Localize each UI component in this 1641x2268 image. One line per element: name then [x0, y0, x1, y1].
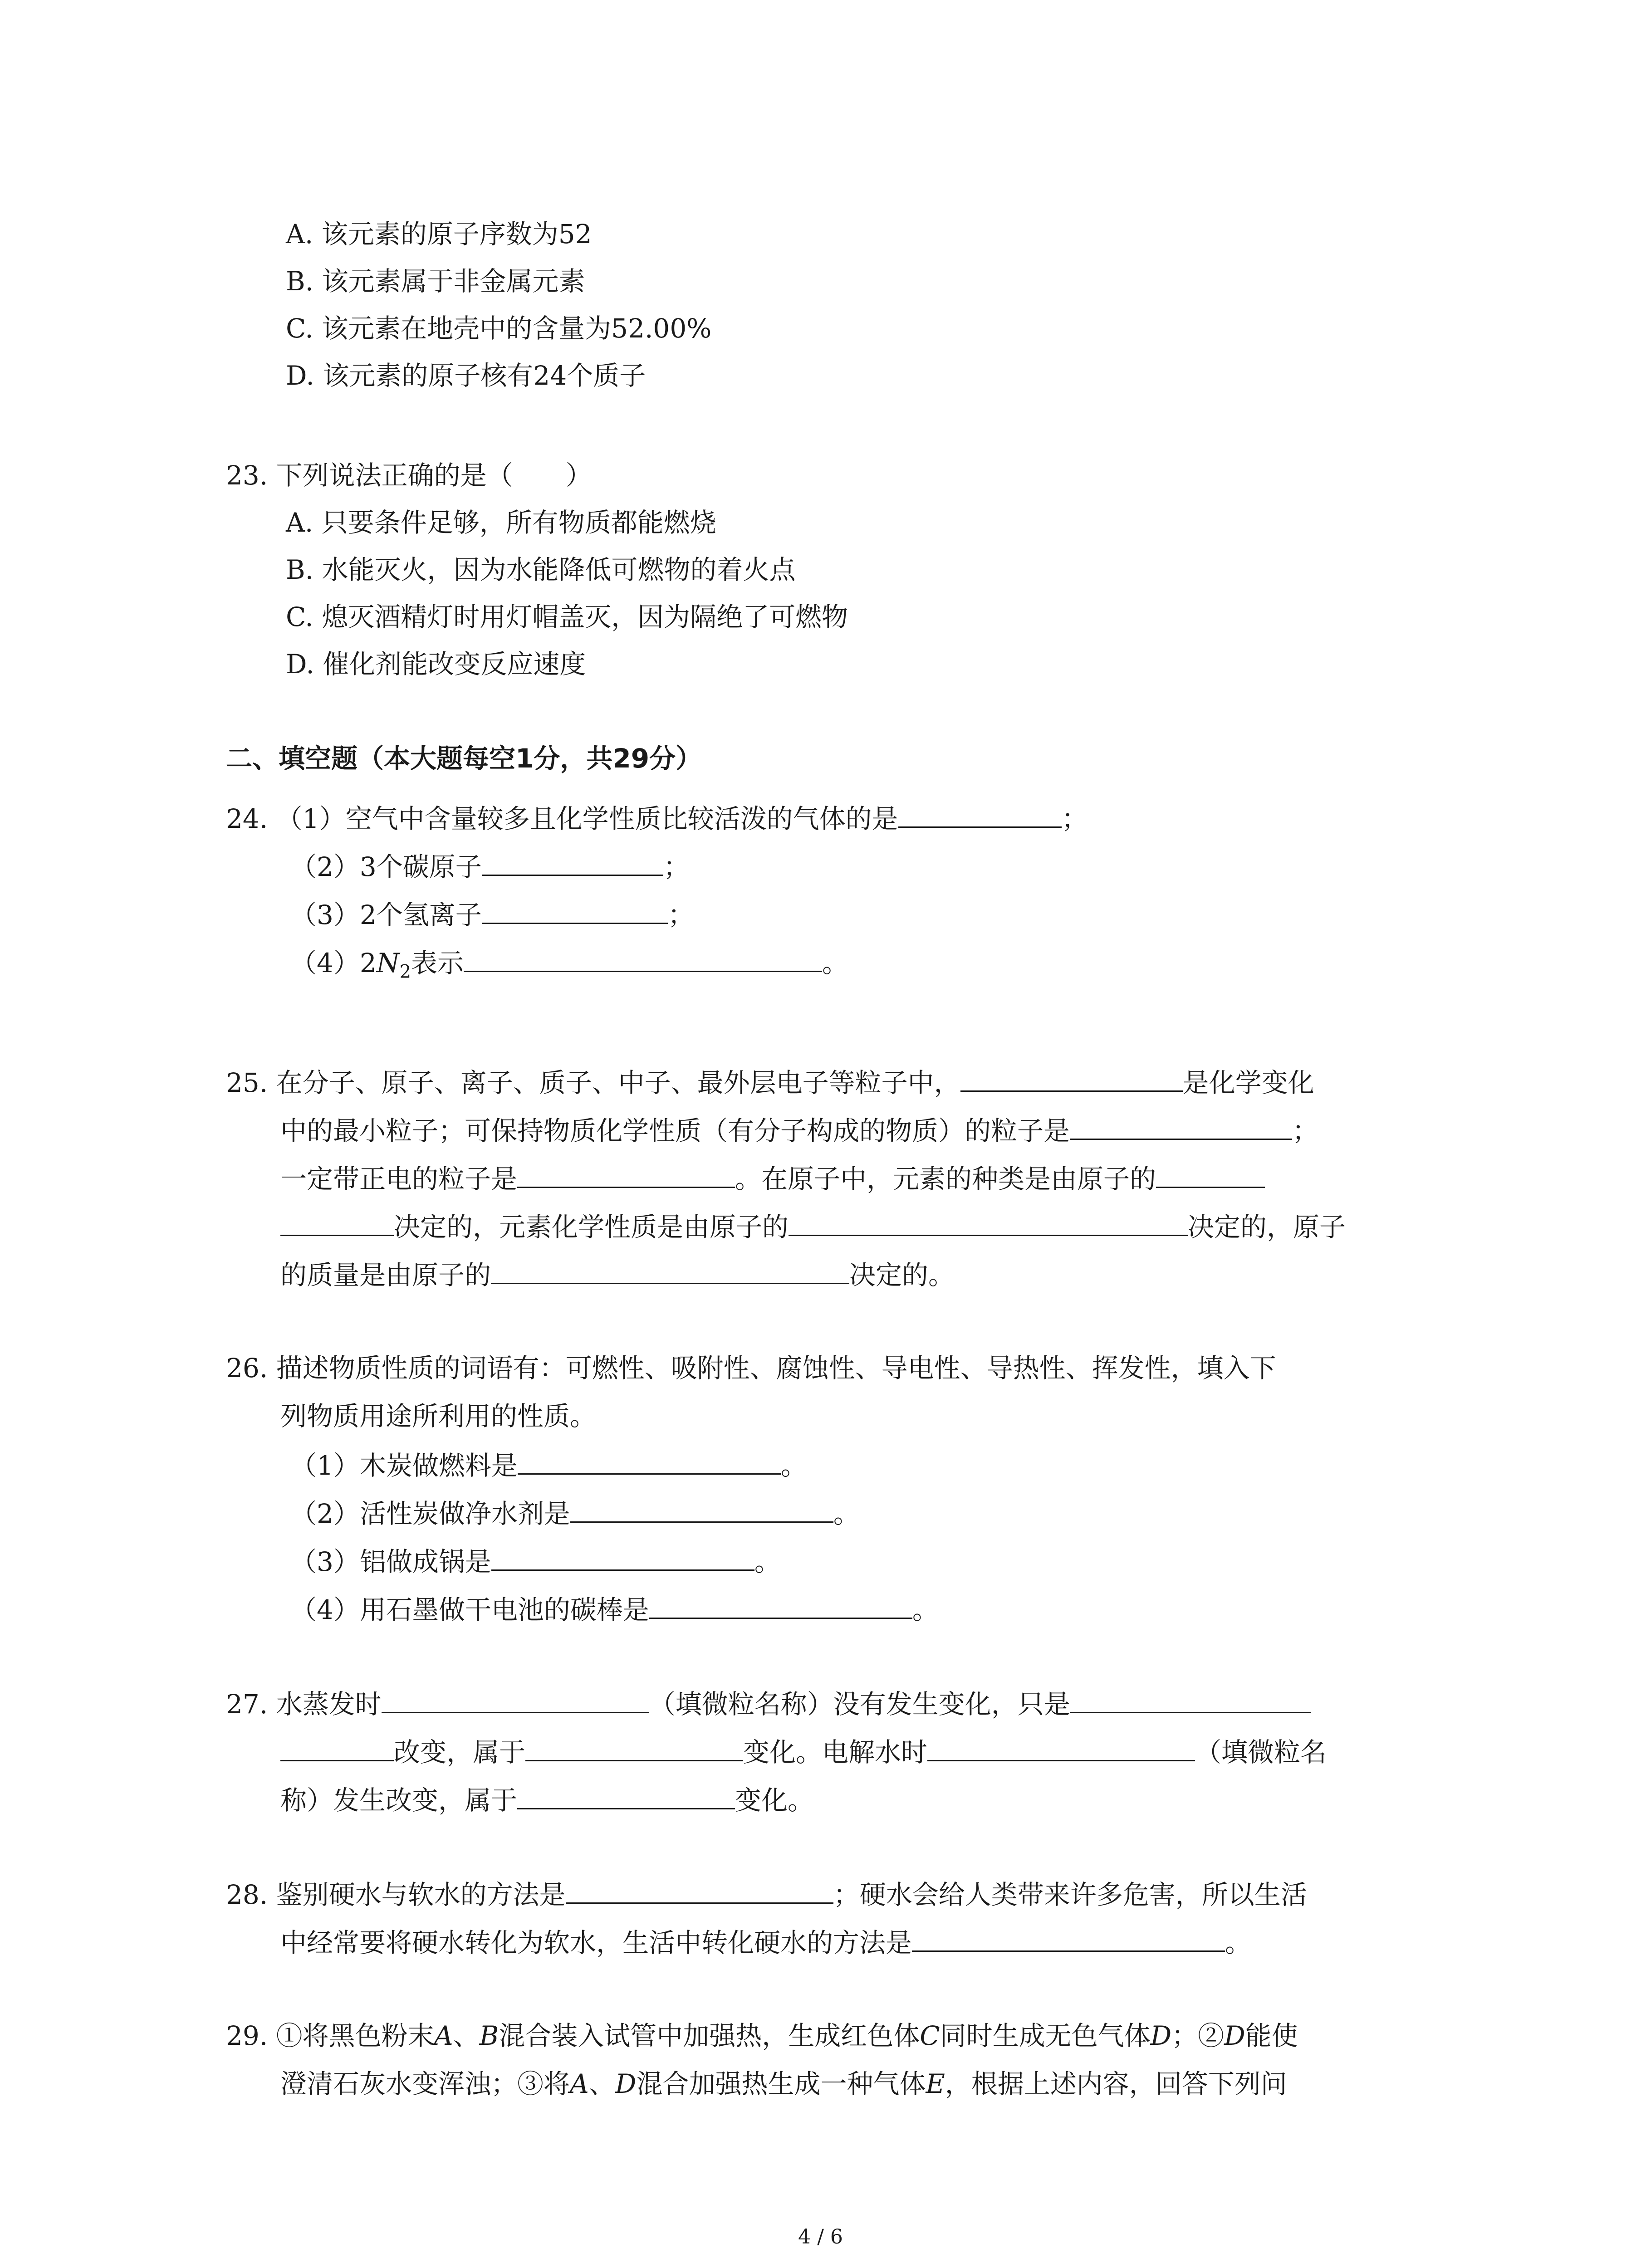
q29-text-2: 澄清石灰水变浑浊；③将 [280, 2068, 570, 2099]
answer-blank[interactable] [464, 945, 822, 972]
q27-line-2 [280, 1735, 1327, 1769]
var-e: E [926, 2068, 945, 2099]
var-c: C [920, 2020, 940, 2051]
q25-text-1b: 是化学变化 [1182, 1067, 1314, 1098]
q28-text-1b: ；硬水会给人类带来许多危害，所以生活 [833, 1879, 1307, 1910]
answer-blank[interactable] [491, 1544, 754, 1571]
page-number: 4 / 6 [798, 2225, 843, 2248]
q29-text-1c: 同时生成无色气体 [940, 2020, 1151, 2051]
q25-text-5b: 决定的。 [849, 1260, 955, 1290]
answer-blank[interactable] [649, 1592, 912, 1619]
q24-end-2: ； [663, 851, 690, 882]
q29-text-1b: 混合装入试管中加强热，生成红色体 [499, 2020, 920, 2051]
q26-item-4 [290, 1592, 939, 1626]
q26-text-2: （2）活性炭做净水剂是 [290, 1498, 570, 1529]
q26-text-1: （1）木炭做燃料是 [290, 1450, 518, 1481]
q28-text-2: 中经常要将硬水转化为软水，生活中转化硬水的方法是 [280, 1927, 912, 1958]
q24-line-3 [290, 897, 694, 931]
q24-text-4b: 表示 [411, 948, 464, 978]
q25-text-2: 中的最小粒子；可保持物质化学性质（有分子构成的物质）的粒子是 [280, 1115, 1070, 1146]
answer-blank[interactable] [517, 1161, 735, 1188]
q23-option-b: B. 水能灭火，因为水能降低可燃物的着火点 [286, 554, 796, 585]
answer-blank[interactable] [525, 1735, 743, 1761]
q22-option-d: D. 该元素的原子核有24个质子 [286, 360, 646, 391]
q25-line-4 [280, 1209, 1346, 1243]
q25-text-4: 决定的，元素化学性质是由原子的 [394, 1212, 789, 1242]
q25-text-5: 的质量是由原子的 [280, 1260, 491, 1290]
q27-text-3: 称）发生改变，属于 [280, 1785, 518, 1816]
q27-line-3 [280, 1783, 814, 1817]
q25-text-3: 一定带正电的粒子是 [280, 1163, 518, 1194]
q26-item-3 [290, 1544, 781, 1578]
q25-text-3b: 。在原子中，元素的种类是由原子的 [735, 1163, 1156, 1194]
answer-blank[interactable] [482, 849, 663, 876]
q25-line-3 [280, 1161, 1265, 1195]
answer-blank[interactable] [789, 1209, 1188, 1236]
answer-blank[interactable] [280, 1209, 394, 1236]
answer-blank[interactable] [382, 1686, 649, 1713]
q24-line-1 [226, 801, 1088, 835]
q26-end-4: 。 [912, 1594, 939, 1625]
q24-end-4: 。 [822, 948, 849, 978]
q26-end-1: 。 [780, 1450, 807, 1481]
q29-text-1d: ；② [1171, 2020, 1225, 2051]
var-a: A [434, 2020, 453, 2051]
q24-end-1: ； [1061, 803, 1088, 834]
answer-blank[interactable] [912, 1925, 1225, 1952]
q29-text-1e: 能使 [1245, 2020, 1298, 2051]
answer-blank[interactable] [1070, 1113, 1292, 1140]
q27-text-2c: （填微粒名 [1195, 1737, 1327, 1768]
q24-text-3: （3）2个氢离子 [290, 899, 482, 930]
q22-option-a: A. 该元素的原子序数为52 [286, 219, 592, 249]
q26-text-3: （3）铝做成锅是 [290, 1546, 491, 1577]
q27-text-2b: 变化。电解水时 [743, 1737, 928, 1768]
q29-line-1 [226, 2019, 1298, 2052]
q27-text-3b: 变化。 [735, 1785, 814, 1816]
var-d: D [1150, 2020, 1172, 2051]
q22-option-b: B. 该元素属于非金属元素 [286, 266, 585, 297]
q29-text-2c: ，根据上述内容，回答下列问 [945, 2068, 1287, 2099]
var-d-2: D [1224, 2020, 1245, 2051]
q24-text-4: （4）2 [290, 948, 377, 978]
q26-text-4: （4）用石墨做干电池的碳棒是 [290, 1594, 649, 1625]
q26-line-1: 26. 描述物质性质的词语有：可燃性、吸附性、腐蚀性、导电性、导热性、挥发性，填入下 [226, 1353, 1276, 1383]
answer-blank[interactable] [517, 1783, 735, 1809]
q24-line-2 [290, 849, 690, 883]
formula-subscript: 2 [399, 961, 411, 982]
q26-item-2 [290, 1496, 860, 1530]
answer-blank[interactable] [518, 1448, 781, 1475]
var-b: B [479, 2020, 499, 2051]
answer-blank[interactable] [566, 1877, 833, 1904]
answer-blank[interactable] [1156, 1161, 1265, 1188]
q28-end-2: 。 [1225, 1927, 1252, 1958]
var-a-2: A [570, 2068, 589, 2099]
q28-line-1 [226, 1877, 1307, 1911]
q23-stem: 23. 下列说法正确的是（ ） [226, 460, 592, 491]
q29-line-2 [280, 2068, 1287, 2100]
q29-sep-2: 、 [588, 2068, 615, 2099]
q26-item-1 [290, 1448, 807, 1482]
q25-text-1: 25. 在分子、原子、离子、质子、中子、最外层电子等粒子中， [226, 1067, 960, 1098]
q25-text-4b: 决定的，原子 [1188, 1212, 1346, 1242]
q22-option-c: C. 该元素在地壳中的含量为52.00% [286, 313, 712, 344]
q27-text-2: 改变，属于 [394, 1737, 526, 1768]
q28-line-2 [280, 1925, 1251, 1959]
answer-blank[interactable] [1070, 1686, 1311, 1713]
answer-blank[interactable] [482, 897, 668, 924]
q24-text-1: 24. （1）空气中含量较多且化学性质比较活泼的气体的是 [226, 803, 898, 834]
q23-option-c: C. 熄灭酒精灯时用灯帽盖灭，因为隔绝了可燃物 [286, 601, 848, 632]
var-d-3: D [615, 2068, 637, 2099]
q25-line-1 [226, 1065, 1314, 1099]
q23-option-a: A. 只要条件足够，所有物质都能燃烧 [286, 507, 716, 538]
q26-end-3: 。 [754, 1546, 781, 1577]
q26-line-2: 列物质用途所利用的性质。 [280, 1401, 597, 1432]
q27-text-1b: （填微粒名称）没有发生变化，只是 [649, 1689, 1070, 1720]
q24-text-2: （2）3个碳原子 [290, 851, 482, 882]
answer-blank[interactable] [898, 801, 1062, 828]
q27-line-1 [226, 1686, 1311, 1721]
q24-line-4 [290, 945, 848, 988]
answer-blank[interactable] [570, 1496, 833, 1523]
q25-line-5 [280, 1257, 955, 1291]
q25-end-2: ； [1292, 1115, 1319, 1146]
section-title: 二、填空题（本大题每空1分，共29分） [226, 743, 702, 774]
q29-sep-1: 、 [453, 2020, 480, 2051]
answer-blank[interactable] [491, 1257, 849, 1284]
answer-blank[interactable] [927, 1735, 1195, 1761]
q29-text-2b: 混合加强热生成一种气体 [636, 2068, 926, 2099]
formula-n: N [376, 948, 400, 978]
q25-line-2 [280, 1113, 1318, 1147]
q26-end-2: 。 [833, 1498, 860, 1529]
q24-end-3: ； [667, 899, 694, 930]
q29-text-1: 29. ①将黑色粉末 [226, 2020, 434, 2051]
answer-blank[interactable] [280, 1735, 394, 1761]
q27-text-1: 27. 水蒸发时 [226, 1689, 382, 1720]
answer-blank[interactable] [960, 1065, 1183, 1092]
q28-text-1: 28. 鉴别硬水与软水的方法是 [226, 1879, 566, 1910]
q23-option-d: D. 催化剂能改变反应速度 [286, 649, 586, 679]
